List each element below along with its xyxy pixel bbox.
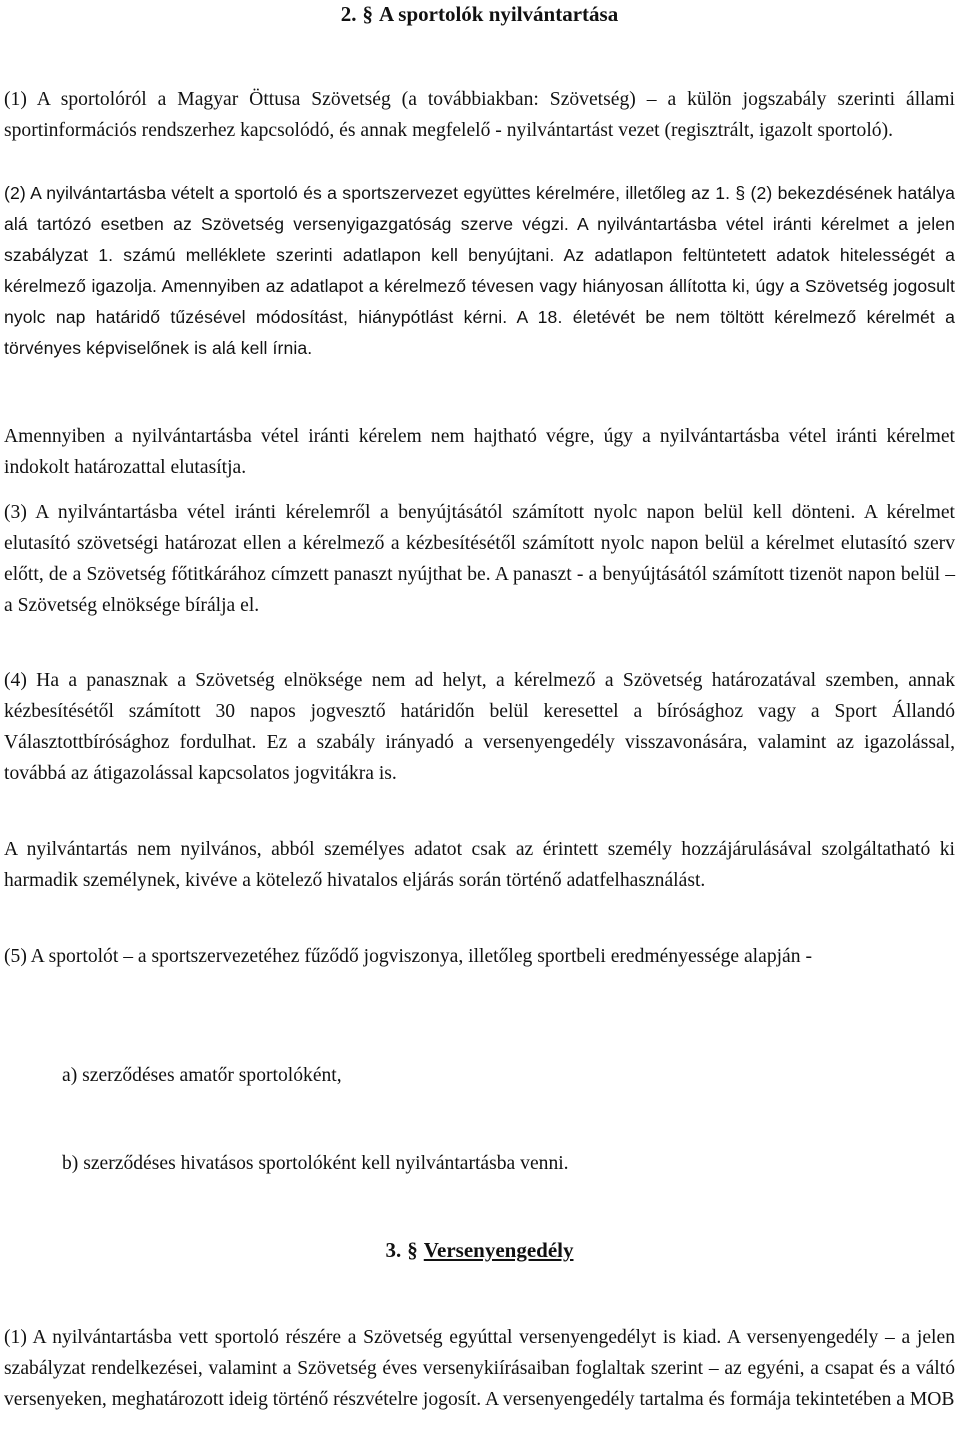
paragraph-5: (4) Ha a panasznak a Szövetség elnöksége nem ad helyt, a kérelmező a Szövetség határozatával szemben, annak kézbesítésétől számított 30 napos jogvesztő határidőn belül keresettel a bírósághoz vagy a Sport Állandó Választottbírósághoz fordulhat. Ez a szabály irányadó a versenyengedély visszavonására, valamint az igazolással, továbbá az átigazolással kapcsolatos jogvitákra is. bbox=[4, 670, 955, 784]
section-title: A sportolók nyilvántartása bbox=[379, 2, 619, 26]
paragraph-7: (5) A sportolót – a sportszervezetéhez fűződő jogviszonya, illetőleg sportbeli eredményessége alapján - bbox=[4, 946, 812, 967]
section-number: 2. bbox=[340, 2, 357, 26]
section-symbol: § bbox=[407, 1238, 418, 1262]
list-item-a: a) szerződéses amatőr sportolóként, bbox=[62, 1065, 342, 1086]
section-title: Versenyengedély bbox=[423, 1238, 574, 1262]
section-3-paragraph-1: (1) A nyilvántartásba vett sportoló részére a Szövetség egyúttal versenyengedélyt is kiad. A versenyengedély – a jelen szabályzat rendelkezései, valamint a Szövetség éves versenykiírásaiban foglaltak szerint – az egyéni, a csapat és a váltó versenyeken, meghatározott ideig történő részvételre jogosít. A versenyengedély tartalma és formája tekintetében a MOB bbox=[4, 1327, 955, 1410]
section-3-heading bbox=[4, 1236, 955, 1264]
paragraph-3: Amennyiben a nyilvántartásba vétel iránti kérelem nem hajtható végre, úgy a nyilvántartásba vétel iránti kérelmet indokolt határozattal elutasítja. bbox=[4, 426, 955, 478]
paragraph-6: A nyilvántartás nem nyilvános, abból személyes adatot csak az érintett személy hozzájárulásával szolgáltatható ki harmadik személynek, kivéve a kötelező hivatalos eljárás során történő adatfelhasználást. bbox=[4, 839, 955, 891]
section-2-heading bbox=[4, 0, 955, 28]
list-item-b: b) szerződéses hivatásos sportolóként kell nyilvántartásba venni. bbox=[62, 1153, 569, 1174]
section-number: 3. bbox=[385, 1238, 402, 1262]
paragraph-1: (1) A sportolóról a Magyar Öttusa Szövetség (a továbbiakban: Szövetség) – a külön jogszabály szerinti állami sportinformációs rendszerhez kapcsolódó, és annak megfelelő - nyilvántartást vezet (regisztrált, igazolt sportoló). bbox=[4, 89, 955, 141]
paragraph-2: (2) A nyilvántartásba vételt a sportoló és a sportszervezet együttes kérelmére, illetőleg az 1. § (2) bekezdésének hatálya alá tartózó esetben az Szövetség versenyigazgatóság szerve végzi. A nyilvántartásba vétel iránti kérelmet a jelen szabályzat 1. számú melléklete szerinti adatlapon kell benyújtani. Az adatlapon feltüntetett adatok hitelességét a kérelmező igazolja. Amennyiben az adatlapot a kérelmező tévesen vagy hiányosan állította ki, úgy a Szövetség jogosult nyolc nap határidő tűzésével módosítást, hiánypótlást kérni. A 18. életévét be nem töltött kérelmező kérelmét a törvényes képviselőnek is alá kell írnia. bbox=[4, 183, 955, 358]
paragraph-4: (3) A nyilvántartásba vétel iránti kérelemről a benyújtásától számított nyolc napon belül kell dönteni. A kérelmet elutasító szövetségi határozat ellen a kérelmező a kézbesítésétől számított nyolc napon belül a kérelmet elutasító szerv előtt, de a Szövetség főtitkárához címzett panaszt nyújthat be. A panaszt - a benyújtásától számított tizenöt napon belül – a Szövetség elnöksége bírálja el. bbox=[4, 502, 955, 616]
section-symbol: § bbox=[362, 2, 374, 26]
